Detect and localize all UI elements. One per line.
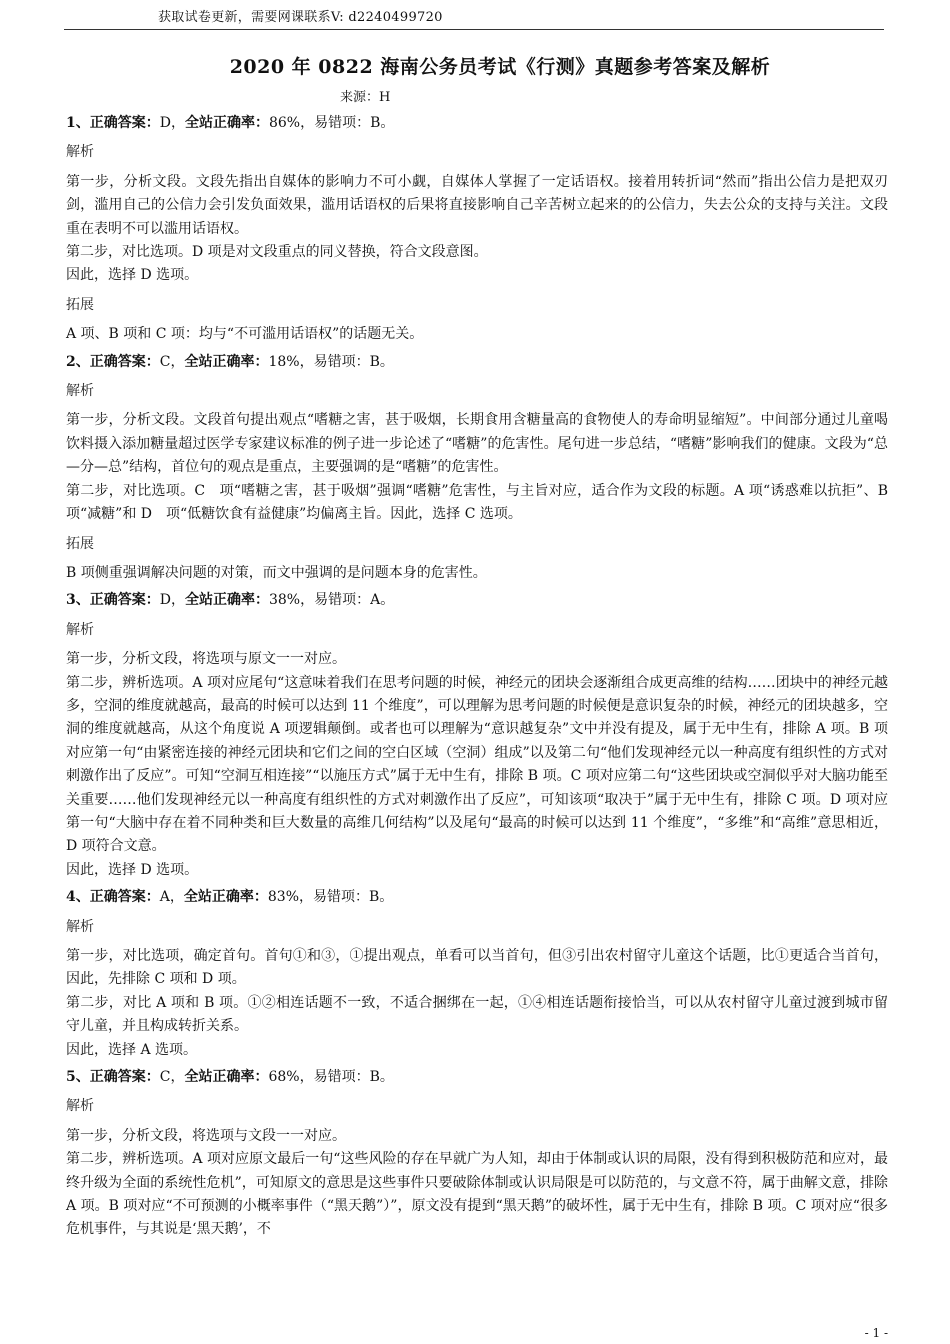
question-header bbox=[66, 1066, 888, 1089]
rate-label: 全站正确率： bbox=[183, 889, 268, 906]
analysis-paragraph: 第二步，对比选项。C 项“嗜糖之害，甚于吸烟”强调“嗜糖”危害性，与主旨对应，适合作为文段的标题。A 项“诱惑难以抗拒”、B 项“减糖”和 D 项“低糖饮食有益健康”均偏离主旨。因此，选择 C 选项。 bbox=[66, 482, 888, 523]
extension-paragraph: B 项侧重强调解决问题的对策，而文中强调的是问题本身的危害性。 bbox=[66, 564, 487, 581]
answer-label: 正确答案： bbox=[89, 889, 160, 906]
analysis-heading: 解析 bbox=[66, 1098, 94, 1115]
page-title: 2020 年 0822 海南公务员考试《行测》真题参考答案及解析 bbox=[229, 56, 771, 78]
rate-value: 38%，易错项：A。 bbox=[268, 592, 395, 609]
answer-value: A， bbox=[159, 889, 184, 906]
answer-value: D， bbox=[159, 592, 185, 609]
analysis-heading: 解析 bbox=[66, 918, 94, 935]
extension-paragraph: A 项、B 项和 C 项：均与“不可滥用话语权”的话题无关。 bbox=[66, 326, 424, 343]
question-number: 4、 bbox=[66, 889, 90, 906]
rate-label: 全站正确率： bbox=[184, 353, 269, 370]
header-divider bbox=[64, 29, 884, 30]
rate-value: 18%，易错项：B。 bbox=[268, 353, 394, 370]
source-line: 来源：H bbox=[340, 90, 391, 105]
analysis-paragraph: 第二步，辨析选项。A 项对应尾句“这意味着我们在思考问题的时候，神经元的团块会逐渐组合成更高维的结构……团块中的神经元越多，空洞的维度就越高，最高的时候可以达到 11 个维度”，可以理解为思考问题的时候便是意识复杂的时候，神经元的团块越多，空洞的维度就越高，从这个角度说 A 项逻辑颠倒。或者也可以理解为“意识越复杂”文中并没有提及，属于无中生有，排除 A 项。B 项对应第一句“由紧密连接的神经元团块和它们之间的空白区域（空洞）组成”以及第二句“他们发现神经元以一种高度有组织性的方式对刺激作出了反应”。可知“空洞互相连接”“以施压方式”属于无中生有，排除 B 项。C 项对应第二句“这些团块或空洞似乎对大脑功能至关重要……他们发现神经元以一种高度有组织性的方式对刺激作出了反应”，可知该项“取决于”属于无中生有，排除 C 项。D 项对应第一句“大脑中存在着不同种类和巨大数量的高维几何结构”以及尾句“最高的时候可以达到 11 个维度”，“多维”和“高维”意思相近，D 项符合文意。 bbox=[66, 674, 888, 855]
rate-label: 全站正确率： bbox=[184, 1069, 269, 1086]
question-header bbox=[66, 589, 888, 612]
analysis-paragraph: 因此，选择 D 选项。 bbox=[66, 267, 199, 284]
analysis-paragraph: 第二步，对比 A 项和 B 项。①②相连话题不一致，不适合捆绑在一起，①④相连话题衔接恰当，可以从农村留守儿童过渡到城市留守儿童，并且构成转折关系。 bbox=[66, 994, 888, 1035]
question-header bbox=[66, 112, 888, 135]
answer-value: C， bbox=[159, 353, 185, 370]
analysis-heading: 解析 bbox=[66, 144, 94, 161]
analysis-paragraph: 第二步，对比选项。D 项是对文段重点的同义替换，符合文段意图。 bbox=[66, 244, 488, 261]
question-header bbox=[66, 351, 888, 374]
extension-heading: 拓展 bbox=[66, 296, 94, 313]
analysis-paragraph: 因此，选择 D 选项。 bbox=[66, 861, 199, 878]
analysis-paragraph: 第一步，分析文段。文段首句提出观点“嗜糖之害，甚于吸烟，长期食用含糖量高的食物使人的寿命明显缩短”。中间部分通过儿童喝饮料摄入添加糖量超过医学专家建议标准的例子进一步论述了“嗜糖”的危害性。尾句进一步总结，“嗜糖”影响我们的健康。文段为“总—分—总”结构，首位句的观点是重点，主要强调的是“嗜糖”的危害性。 bbox=[66, 412, 888, 476]
analysis-heading: 解析 bbox=[66, 621, 94, 638]
rate-label: 全站正确率： bbox=[184, 115, 269, 131]
answer-label: 正确答案： bbox=[89, 592, 160, 609]
analysis-paragraph: 第二步，辨析选项。A 项对应原文最后一句“这些风险的存在早就广为人知，却由于体制或认识的局限，没有得到积极防范和应对，最终升级为全面的系统性危机”，可知原文的意思是这些事件只要破除体制或认识局限是可以防范的，与文意不符，属于曲解文意，排除 A 项。B 项对应“不可预测的小概率事件（“黑天鹅”）”，原文没有提到“黑天鹅”的破坏性，属于无中生有，排除 B 项。C 项对应“很多危机事件，与其说是‘黑天鹅’，不 bbox=[66, 1151, 888, 1238]
page-header-notice: 获取试卷更新，需要网课联系V: d2240499720 bbox=[158, 10, 443, 25]
extension-heading: 拓展 bbox=[66, 535, 94, 552]
answer-label: 正确答案： bbox=[89, 115, 160, 131]
answer-label: 正确答案： bbox=[89, 1069, 160, 1086]
answer-value: D， bbox=[159, 115, 185, 131]
analysis-paragraph: 第一步，分析文段。文段先指出自媒体的影响力不可小觑，自媒体人掌握了一定话语权。接着用转折词“然而”指出公信力是把双刃剑，滥用自己的公信力会引发负面效果，滥用话语权的后果将直接影响自己辛苦树立起来的的公信力，失去公众的支持与关注。文段重在表明不可以滥用话语权。 bbox=[66, 173, 888, 237]
question-number: 1、 bbox=[66, 115, 90, 131]
question-header bbox=[66, 886, 888, 909]
page-number: - 1 - bbox=[864, 1326, 888, 1340]
rate-value: 86%，易错项：B。 bbox=[268, 115, 395, 131]
answer-value: C， bbox=[159, 1069, 185, 1086]
analysis-paragraph: 第一步，分析文段，将选项与原文一一对应。 bbox=[66, 651, 346, 668]
question-number: 2、 bbox=[66, 353, 90, 370]
question-number: 3、 bbox=[66, 592, 90, 609]
analysis-paragraph: 第一步，分析文段，将选项与文段一一对应。 bbox=[66, 1127, 346, 1144]
answer-content bbox=[66, 112, 888, 1246]
rate-label: 全站正确率： bbox=[184, 592, 269, 609]
question-spacer bbox=[66, 1242, 888, 1246]
analysis-heading: 解析 bbox=[66, 383, 94, 400]
question-number: 5、 bbox=[66, 1069, 90, 1086]
rate-value: 68%，易错项：B。 bbox=[268, 1069, 394, 1086]
answer-label: 正确答案： bbox=[89, 353, 160, 370]
rate-value: 83%，易错项：B。 bbox=[267, 889, 394, 906]
analysis-paragraph: 第一步，对比选项，确定首句。首句①和③，①提出观点，单看可以当首句，但③引出农村留守儿童这个话题，比①更适合当首句，因此，先排除 C 项和 D 项。 bbox=[66, 948, 888, 988]
analysis-paragraph: 因此，选择 A 选项。 bbox=[66, 1041, 198, 1058]
